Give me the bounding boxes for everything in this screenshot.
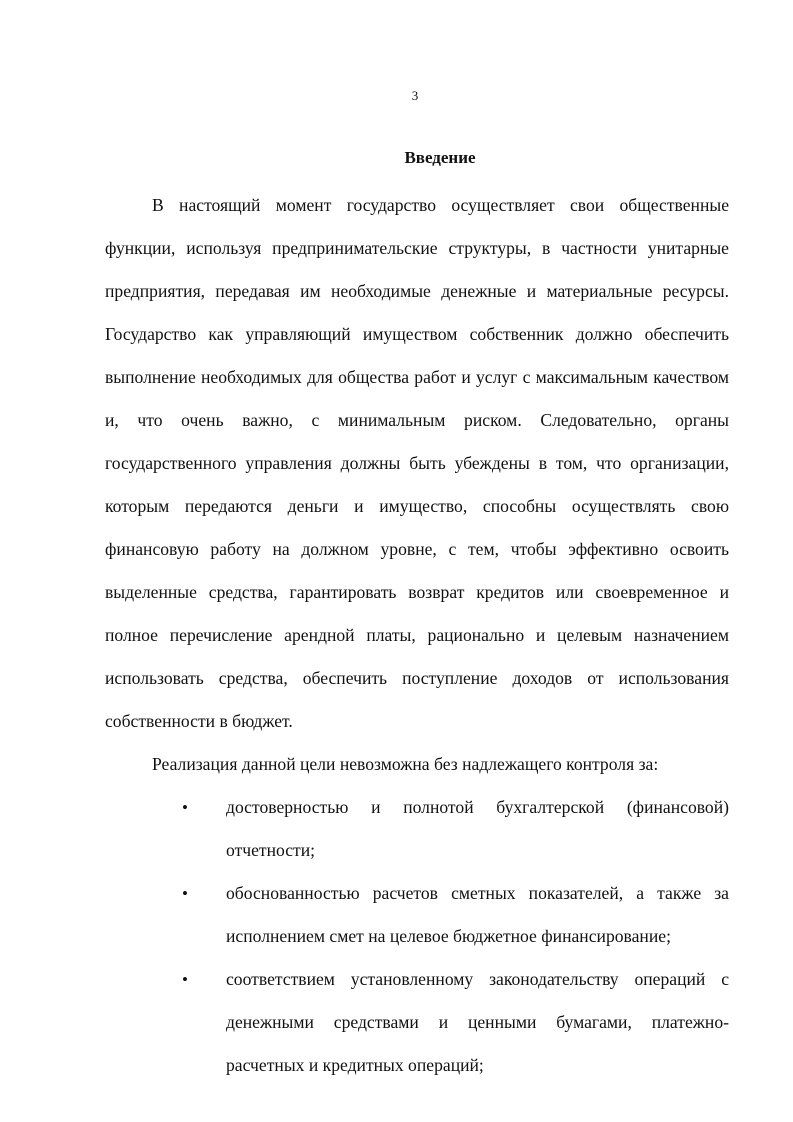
- page-title: Введение: [404, 148, 476, 167]
- control-lead-paragraph: Реализация данной цели невозможна без надлежащего контроля за:: [152, 754, 659, 774]
- bullet-icon: •: [182, 884, 188, 903]
- list-item-text: обоснованностью расчетов сметных показателей, а также за исполнением смет на целевое бюджетное финансирование;: [226, 883, 729, 946]
- document-body: [105, 184, 729, 1087]
- list-item: [105, 786, 729, 872]
- list-item-text: соответствием установленному законодательству операций с денежными средствами и ценными бумагами, платежно-расчетных и кредитных операций;: [226, 969, 729, 1075]
- list-item: [105, 872, 729, 958]
- list-item-text: достоверностью и полнотой бухгалтерской (финансовой) отчетности;: [226, 797, 729, 860]
- bullet-icon: •: [182, 970, 188, 989]
- control-list: [105, 786, 729, 1087]
- page-number: 3: [411, 88, 419, 103]
- list-item: [105, 958, 729, 1087]
- bullet-icon: •: [182, 798, 188, 817]
- intro-paragraph: В настоящий момент государство осуществляет свои общественные функции, используя предпринимательские структуры, в частности унитарные предприятия, передавая им необходимые денежные и материальные ресурсы. Государство как управляющий имуществом собственник должно обеспечить выполнение необходимых для общества работ и услуг с максимальным качеством и, что очень важно, с минимальным риском. Следовательно, органы государственного управления должны быть убеждены в том, что организации, которым передаются деньги и имущество, способны осуществлять свою финансовую работу на должном уровне, с тем, чтобы эффективно освоить выделенные средства, гарантировать возврат кредитов или своевременное и полное перечисление арендной платы, рационально и целевым назначением использовать средства, обеспечить поступление доходов от использования собственности в бюджет.: [105, 195, 729, 731]
